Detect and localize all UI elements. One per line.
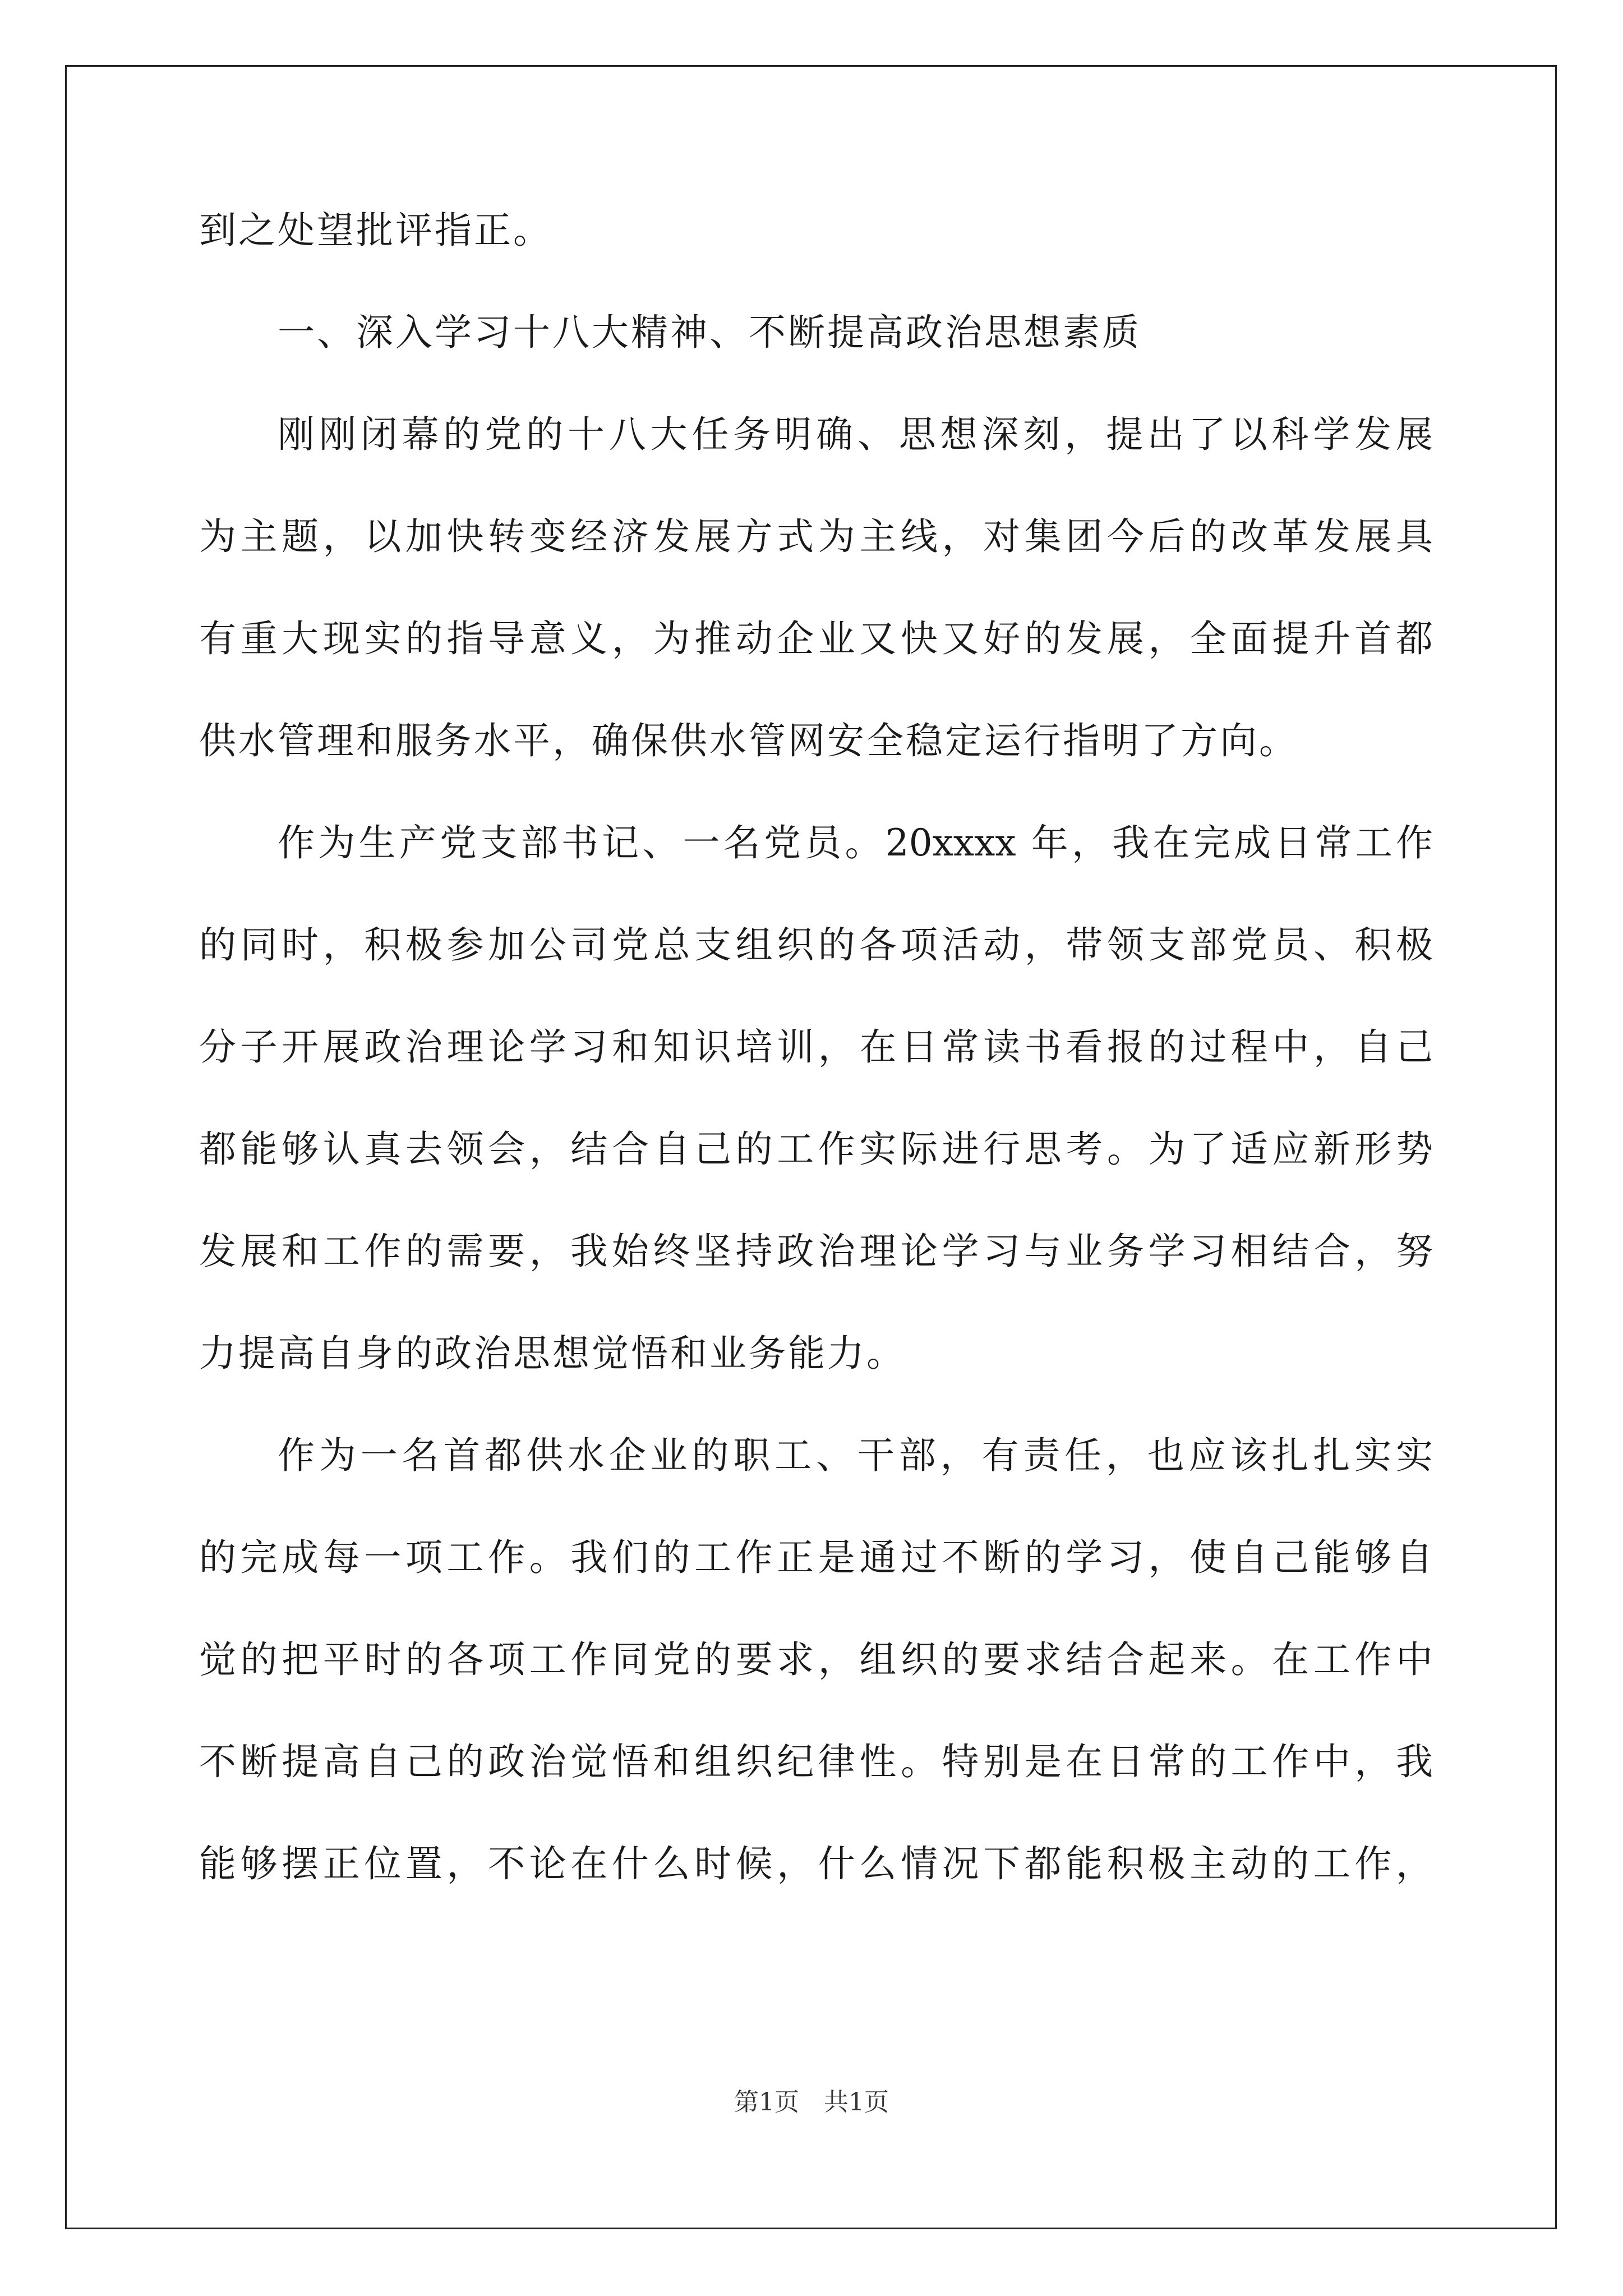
- text-line: 作为一名首都供水企业的职工、干部，有责任，也应该扎扎实实: [278, 1434, 1433, 1477]
- text-line: 分子开展政治理论学习和知识培训，在日常读书看报的过程中，自己: [199, 1025, 1433, 1069]
- text-line: 的完成每一项工作。我们的工作正是通过不断的学习，使自己能够自: [199, 1536, 1433, 1579]
- text-line: 不断提高自己的政治觉悟和组织纪律性。特别是在日常的工作中，我: [199, 1740, 1433, 1783]
- text-line: 有重大现实的指导意义，为推动企业又快又好的发展，全面提升首都: [199, 617, 1433, 660]
- text-line: 力提高自身的政治思想觉悟和业务能力。: [199, 1332, 906, 1375]
- text-line: 觉的把平时的各项工作同党的要求，组织的要求结合起来。在工作中: [199, 1638, 1433, 1681]
- text-line: 刚刚闭幕的党的十八大任务明确、思想深刻，提出了以科学发展: [278, 413, 1433, 456]
- text-line: 都能够认真去领会，结合自己的工作实际进行思考。为了适应新形势: [199, 1128, 1433, 1171]
- text-line: 作为生产党支部书记、一名党员。20xxxx 年，我在完成日常工作: [278, 821, 1433, 864]
- text-line: 的同时，积极参加公司党总支组织的各项活动，带领支部党员、积极: [199, 923, 1433, 967]
- text-line: 发展和工作的需要，我始终坚持政治理论学习与业务学习相结合，努: [199, 1230, 1433, 1273]
- text-line: 到之处望批评指正。: [199, 209, 552, 252]
- text-line: 供水管理和服务水平，确保供水管网安全稳定运行指明了方向。: [199, 719, 1298, 762]
- text-line: 为主题，以加快转变经济发展方式为主线，对集团今后的改革发展具: [199, 515, 1433, 558]
- document-body: [199, 208, 1433, 1943]
- text-line: 能够摆正位置，不论在什么时候，什么情况下都能积极主动的工作，: [199, 1842, 1433, 1885]
- text-line: 一、深入学习十八大精神、不断提高政治思想素质: [278, 311, 1141, 354]
- page-footer: 第1页 共1页: [734, 2088, 889, 2116]
